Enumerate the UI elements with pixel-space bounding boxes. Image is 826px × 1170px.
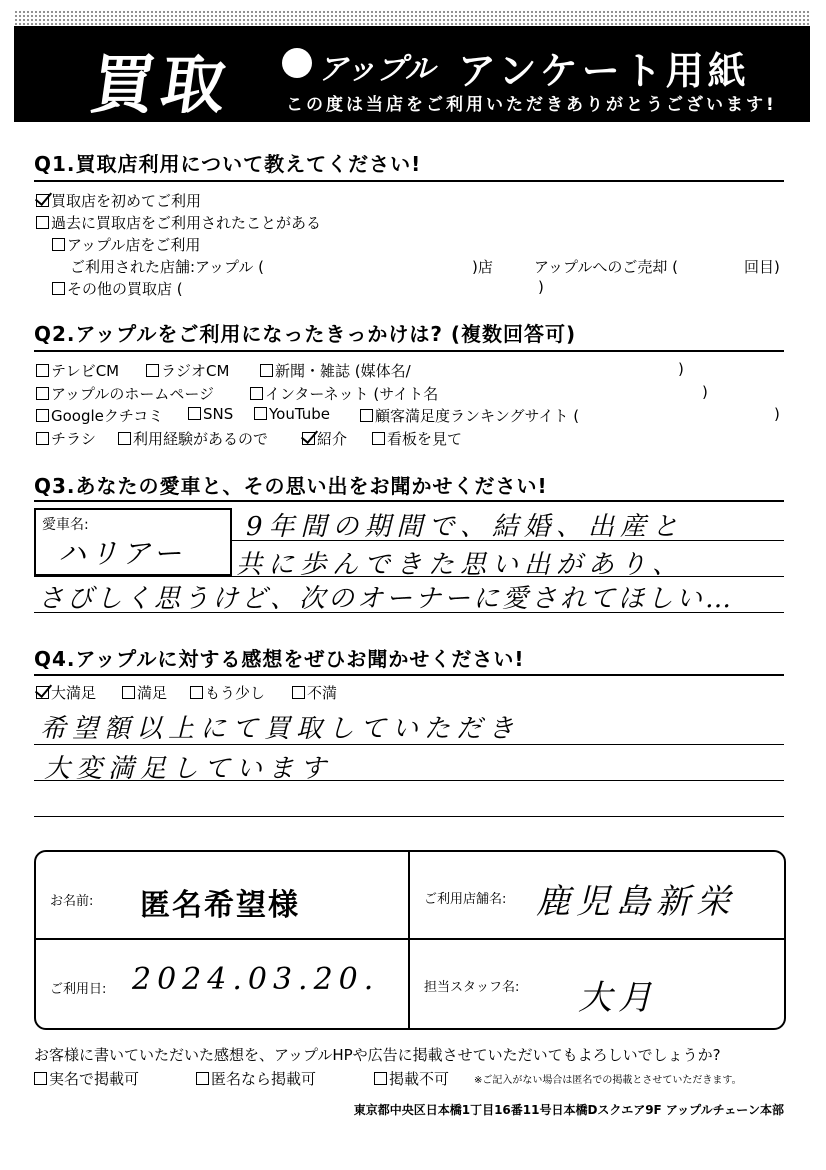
checkbox[interactable] (36, 432, 49, 445)
checkbox[interactable] (34, 1072, 47, 1085)
store-value[interactable]: 鹿児島新栄 (536, 882, 736, 922)
consent-note: ※ご記入がない場合は匿名での掲載とさせていただきます。 (474, 1075, 742, 1086)
checkbox[interactable] (36, 409, 49, 422)
q2-sign-label: 看板を見て (387, 430, 463, 448)
q1-option-first-label: 買取店を初めてご利用 (51, 192, 202, 210)
consent-not-allowed-label: 掲載不可 (389, 1070, 450, 1088)
q4-somewhat[interactable] (190, 682, 265, 703)
checkbox-checked[interactable] (36, 194, 49, 207)
q2-radio[interactable] (146, 360, 229, 381)
car-name-value: ハリアー (58, 537, 186, 570)
checkbox[interactable] (52, 238, 65, 251)
q1-count-suffix: 回目) (744, 258, 780, 276)
q2-referral[interactable] (302, 428, 347, 449)
q2-ranking-label: 顧客満足度ランキングサイト ( (375, 407, 580, 425)
q1-other-close: ) (538, 278, 544, 296)
checkbox[interactable] (146, 364, 159, 377)
q2-radio-label: ラジオCM (161, 362, 230, 380)
car-name-box[interactable] (34, 508, 232, 576)
q2-tv-label: テレビCM (51, 362, 120, 380)
name-value[interactable]: 匿名希望様 (140, 888, 300, 923)
q2-title: Q2.アップルをご利用になったきっかけは? (複数回答可) (34, 322, 577, 346)
q1-option-first[interactable] (36, 190, 201, 211)
checkbox[interactable] (254, 407, 267, 420)
header-main-text: 買取 (85, 49, 237, 123)
q4-comment-line-1: 希望額以上にて買取していただき (40, 714, 521, 744)
q1-store-suffix: )店 (472, 258, 493, 276)
checkbox[interactable] (188, 407, 201, 420)
q2-internet-close: ) (702, 383, 708, 401)
q2-flyer-label: チラシ (51, 430, 97, 448)
q3-memory-line-1: 9年間の期間で、結婚、出産と (246, 512, 685, 542)
checkbox[interactable] (260, 364, 273, 377)
header-subtitle: この度は当店をご利用いただきありがとうございます! (286, 95, 777, 115)
name-label: お名前: (50, 894, 94, 909)
q3-title: Q3.あなたの愛車と、その思い出をお聞かせください! (34, 474, 548, 498)
q2-referral-label: 紹介 (317, 430, 348, 448)
q2-youtube-label: YouTube (269, 405, 330, 423)
consent-real-name[interactable] (34, 1068, 139, 1089)
checkbox[interactable] (196, 1072, 209, 1085)
q2-ranking[interactable] (360, 405, 579, 426)
checkbox[interactable] (122, 686, 135, 699)
header-banner (14, 26, 810, 122)
checkbox-checked[interactable] (36, 686, 49, 699)
q1-option-other[interactable] (52, 278, 183, 299)
q1-option-apple[interactable] (52, 234, 200, 255)
q4-title: Q4.アップルに対する感想をぜひお聞かせください! (34, 647, 525, 671)
q2-divider (34, 350, 784, 352)
staff-value[interactable]: 大月 (578, 978, 658, 1018)
consent-question: お客様に書いていただいた感想を、アップルHPや広告に掲載させていただいてもよろしいでしょうか? (34, 1046, 721, 1064)
q3-memory-line-2: 共に歩んできた思い出があり、 (236, 550, 685, 580)
q4-divider (34, 674, 784, 676)
checkbox[interactable] (372, 432, 385, 445)
q4-comment-line-2: 大変満足しています (44, 754, 333, 784)
q2-homepage[interactable] (36, 383, 214, 404)
header-logo: アップル (318, 52, 435, 87)
checkbox[interactable] (190, 686, 203, 699)
company-address: 東京都中央区日本橋1丁目16番11号日本橋Dスクエア9F アップルチェーン本部 (353, 1103, 784, 1117)
q3-rule-1 (232, 540, 784, 541)
consent-anonymous-label: 匿名なら掲載可 (211, 1070, 317, 1088)
q2-sns-label: SNS (203, 405, 234, 423)
header-title: アンケート用紙 (458, 49, 750, 93)
q1-option-past[interactable] (36, 212, 321, 233)
date-label: ご利用日: (50, 982, 107, 997)
q4-rule-2 (34, 780, 784, 781)
logo-badge-icon (282, 48, 312, 78)
q2-news-label: 新聞・雑誌 (媒体名/ (275, 362, 411, 380)
checkbox[interactable] (118, 432, 131, 445)
q2-flyer[interactable] (36, 428, 96, 449)
q2-google[interactable] (36, 405, 163, 426)
q3-rule-3 (34, 612, 784, 613)
q2-google-label: Googleクチコミ (51, 407, 164, 425)
q4-rule-3 (34, 816, 784, 817)
q1-count-label: アップルへのご売却 ( (534, 258, 678, 276)
store-label: ご利用店舗名: (424, 892, 507, 907)
form-divider-horizontal (36, 938, 784, 940)
q2-sns[interactable] (188, 405, 233, 423)
checkbox-checked[interactable] (302, 432, 315, 445)
q4-rule-1 (34, 744, 784, 745)
customer-info-form (34, 850, 786, 1030)
q2-sign[interactable] (372, 428, 462, 449)
consent-real-name-label: 実名で掲載可 (49, 1070, 140, 1088)
q1-divider (34, 180, 784, 182)
checkbox[interactable] (292, 686, 305, 699)
car-name-label: 愛車名: (42, 517, 89, 533)
checkbox[interactable] (36, 216, 49, 229)
q2-news[interactable] (260, 360, 411, 381)
q4-dissatisfied-label: 不満 (307, 684, 338, 702)
q2-experience-label: 利用経験があるので (133, 430, 269, 448)
checkbox[interactable] (250, 387, 263, 400)
checkbox[interactable] (36, 387, 49, 400)
q3-memory-line-3: さびしく思うけど、次のオーナーに愛されてほしい… (38, 584, 735, 614)
q4-satisfied-label: 満足 (137, 684, 168, 702)
checkbox[interactable] (52, 282, 65, 295)
q1-option-other-label: その他の買取店 ( (67, 280, 183, 298)
checkbox[interactable] (36, 364, 49, 377)
q4-very-satisfied-label: 大満足 (51, 684, 97, 702)
q4-satisfied[interactable] (122, 682, 167, 703)
consent-not-allowed[interactable] (374, 1068, 449, 1089)
form-divider-vertical (408, 852, 410, 1028)
q2-internet-label: インターネット (サイト名 (265, 385, 439, 403)
q4-dissatisfied[interactable] (292, 682, 337, 703)
q2-news-close: ) (678, 360, 684, 378)
q2-ranking-close: ) (774, 405, 780, 423)
staff-label: 担当スタッフ名: (424, 980, 520, 995)
checkbox[interactable] (374, 1072, 387, 1085)
q3-divider (34, 500, 784, 502)
q2-experience[interactable] (118, 428, 268, 449)
q1-option-apple-label: アップル店をご利用 (67, 236, 201, 254)
q1-title: Q1.買取店利用について教えてください! (34, 152, 422, 176)
date-value[interactable]: 2024.03.20. (132, 962, 380, 997)
consent-anonymous[interactable] (196, 1068, 316, 1089)
q2-youtube[interactable] (254, 405, 330, 423)
q3-rule-2 (34, 576, 784, 577)
q2-homepage-label: アップルのホームページ (51, 385, 215, 403)
q2-tv[interactable] (36, 360, 119, 381)
q2-internet[interactable] (250, 383, 438, 404)
q4-very-satisfied[interactable] (36, 682, 96, 703)
q4-somewhat-label: もう少し (205, 684, 266, 702)
q1-option-past-label: 過去に買取店をご利用されたことがある (51, 214, 322, 232)
q1-store-label: ご利用された店舗:アップル ( (70, 258, 265, 276)
checkbox[interactable] (360, 409, 373, 422)
